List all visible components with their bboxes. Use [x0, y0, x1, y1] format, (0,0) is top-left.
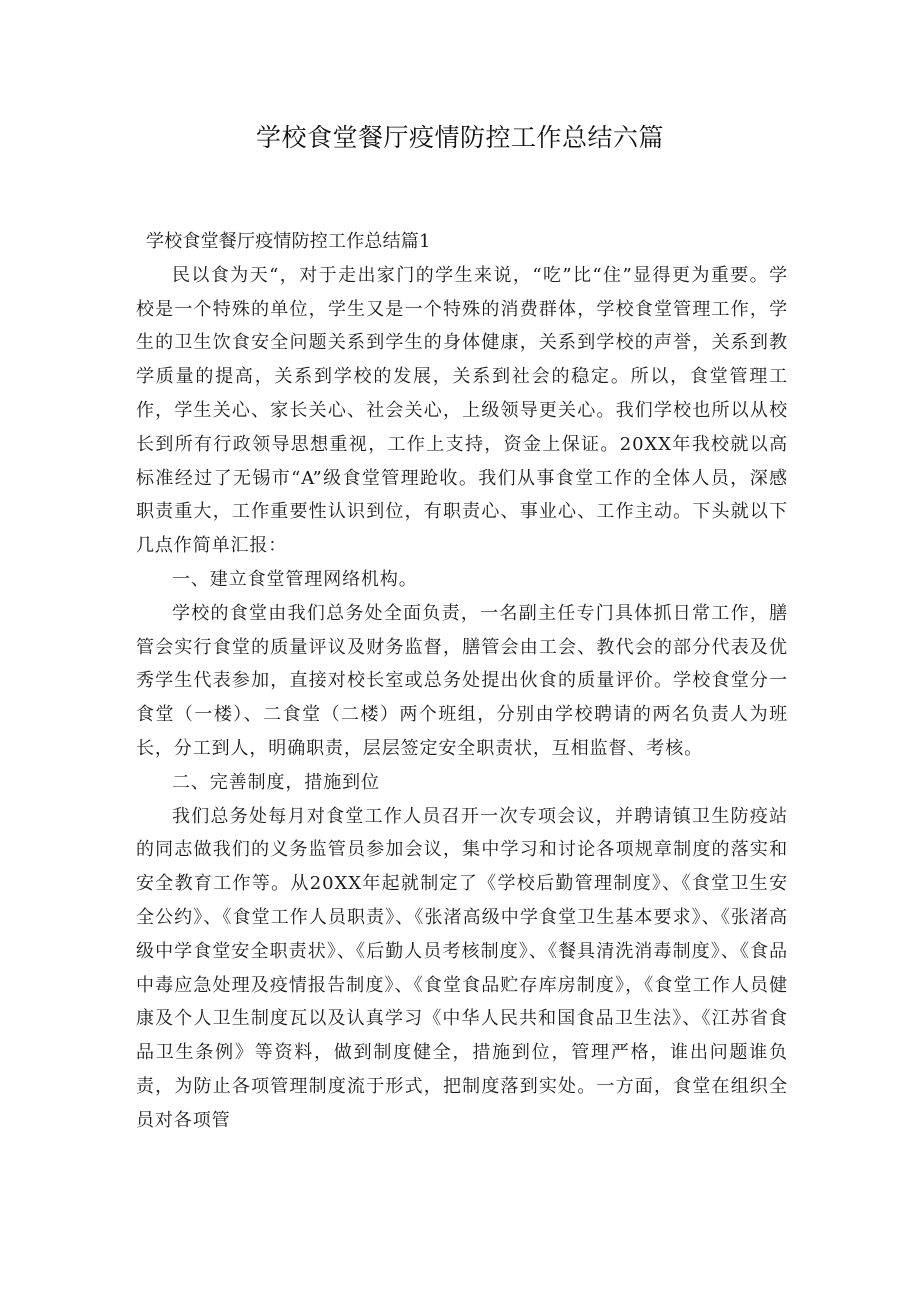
document-title: 学校食堂餐厅疫情防控工作总结六篇 [255, 123, 664, 152]
section-heading: 二、完善制度，措施到位 [172, 771, 380, 793]
section-heading: 一、建立食堂管理网络机构。 [172, 568, 418, 590]
section-title: 学校食堂餐厅疫情防控工作总结篇1 [146, 231, 431, 252]
paragraph: 学校的食堂由我们总务处全面负责，一名副主任专门具体抓日常工作，膳管会实行食堂的质量评议及财务监督，膳管会由工会、教代会的部分代表及优秀学生代表参加，直接对校长室或总务处提出伙食的质量评价。学校食堂分一食堂（一楼）、二食堂（二楼）两个班组，分别由学校聘请的两名负责人为班长，分工到人，明确职责，层层签定安全职责状，互相监督、考核。 [136, 602, 788, 759]
paragraph: 我们总务处每月对食堂工作人员召开一次专项会议，并聘请镇卫生防疫站的同志做我们的义务监管员参加会议，集中学习和讨论各项规章制度的落实和安全教育工作等。从20XX年起就制定了《学校后勤管理制度》、《食堂卫生安全公约》、《食堂工作人员职责》、《张渚高级中学食堂卫生基本要求》、《张渚高级中学食堂安全职责状》、《后勤人员考核制度》、《餐具清洗消毒制度》、《食品中毒应急处理及疫情报告制度》、《食堂食品贮存库房制度》，《食堂工作人员健康及个人卫生制度瓦以及认真学习《中华人民共和国食品卫生法》、《江苏省食品卫生条例》等资料，做到制度健全，措施到位，管理严格，谁出问题谁负责，为防止各项管理制度流于形式，把制度落到实处。一方面，食堂在组织全员对各项管 [136, 805, 788, 1131]
document-body [136, 225, 788, 1138]
paragraph: 民以食为天“，对于走出家门的学生来说，“吃”比“住”显得更为重要。学校是一个特殊的单位，学生又是一个特殊的消费群体，学校食堂管理工作，学生的卫生饮食安全问题关系到学生的身体健康，关系到学校的声誉，关系到教学质量的提高，关系到学校的发展，关系到社会的稳定。所以，食堂管理工作，学生关心、家长关心、社会关心，上级领导更关心。我们学校也所以从校长到所有行政领导思想重视，工作上支持，资金上保证。20XX年我校就以高标准经过了无锡市“A”级食堂管理跄收。我们从事食堂工作的全体人员，深感职责重大，工作重要性认识到位，有职责心、事业心、工作主动。下头就以下几点作简单汇报： [136, 264, 788, 557]
